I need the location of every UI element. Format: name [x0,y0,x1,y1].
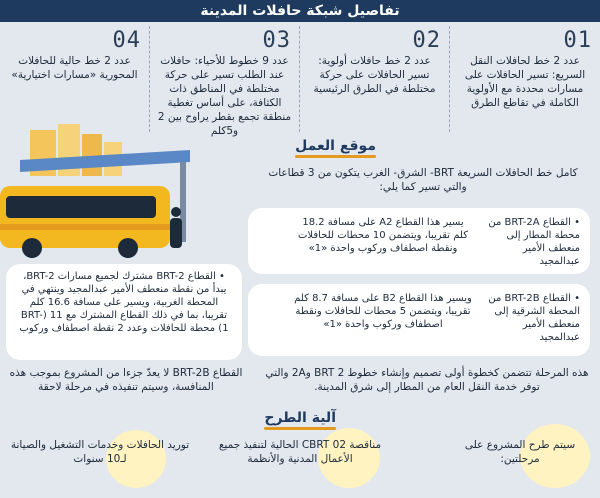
sector-card-2a [248,208,590,274]
title-bar: تفاصيل شبكة حافلات المدينة [0,0,600,22]
sector-card-shared [6,264,242,360]
mechanism-heading-text: آلية الطرح [264,410,336,426]
heading-underline [295,155,376,158]
site-heading-text: موقع العمل [295,138,376,154]
phase-text: عدد 2 خط حافلات أولوية: تسير الحافلات على حركة مختلطة في الطرق الرئيسية [313,55,436,95]
person-head [171,207,181,217]
phase-text: عدد 9 خطوط للأحياء: حافلات عند الطلب تسير على حركة مختلطة في المناطق ذات الكثافة، على أساس تغطية منطقة تجمع بقطر يراوح بين 2 و5كلم [157,55,292,137]
site-intro: كامل خط الحافلات السريعة BRT- الشرق- الغرب يتكون من 3 قطاعات والتي تسير كما يلي: [268,167,578,193]
mechanism-heading [264,410,336,430]
phase-number: 01 [563,28,592,53]
heading-underline [264,427,336,430]
site-heading [295,138,376,158]
note-left: القطاع BRT-2B لا يعدّ جزءا من المشروع بموجب هذه المنافسة، وسيتم تنفيذه في مرحلة لاحقة [9,367,243,393]
person-body [170,218,182,248]
phase-col-3 [150,26,300,137]
mechanism-step-2: مناقصة CBRT 02 الحالية لتنفيذ جميع الأعمال المدنية والأنظمة [218,439,382,465]
building-block [82,134,102,176]
phase-text: عدد 2 خط حالية للحافلات المحورية «مسارات اختيارية» [11,55,138,81]
phase-col-1 [450,26,600,132]
sector-card-2b [248,284,590,356]
sector-desc: يسير هذا القطاع A2 على مسافة 18.2 كلم تقريبا، ويتضمن 10 محطات للحافلات ونقطة اصطفاف وركوب واحدة «1» [298,217,468,254]
note-right: هذه المرحلة تتضمن كخطوة أولى تصميم وإنشاء خطوط BRT 2 و2A والتي توفر خدمة النقل العام من المطار إلى شرق المدينة. [265,367,589,393]
phases-row [0,26,600,137]
sector-title: • القطاع BRT-2A من محطة المطار إلى منعطف الأمير عبدالمجيد [488,217,580,267]
bus-wheel [22,238,42,258]
bus-station-illustration [0,120,200,270]
bus-wheel [118,238,138,258]
sector-shared-text: • القطاع BRT-2 مشترك لجميع مسارات BRT-2، يبدأ من نقطة منعطف الأمير عبدالمجيد وينتهي في المحطة الغربية، ويسير على مسافة 16.6 كلم تقريبا، بما في ذلك القطاع المشترك مع 11 (BRT-1) محطة للحافلات وعدد 2 نقطة اصطفاف وركوب [19,271,229,334]
mechanism-step-3: توريد الحافلات وخدمات التشغيل والصيانة لـ10 سنوات [10,439,190,465]
phase-number: 02 [412,28,441,53]
sector-title: • القطاع BRT-2B من المحطة الشرقية إلى منعطف الأمير عبدالمجيد [488,293,580,343]
bus-windows [6,196,156,218]
sector-desc: ويسير هذا القطاع B2 على مسافة 8.7 كلم تقريبا، ويتضمن 5 محطات للحافلات ونقطة اصطفاف وركوب واحدة «1» [294,293,472,330]
mechanism-step-1: سيتم طرح المشروع على مرحلتين: [464,439,576,465]
bus-stripe [0,224,170,230]
phase-text: عدد 2 خط لحافلات النقل السريع: تسير الحافلات على مسارات محددة مع الأولوية الكاملة في تقاطع الطرق [464,55,586,109]
phase-col-2 [300,26,450,132]
phase-col-4 [0,26,150,132]
phase-number: 03 [262,28,291,53]
phase-number: 04 [112,28,141,53]
